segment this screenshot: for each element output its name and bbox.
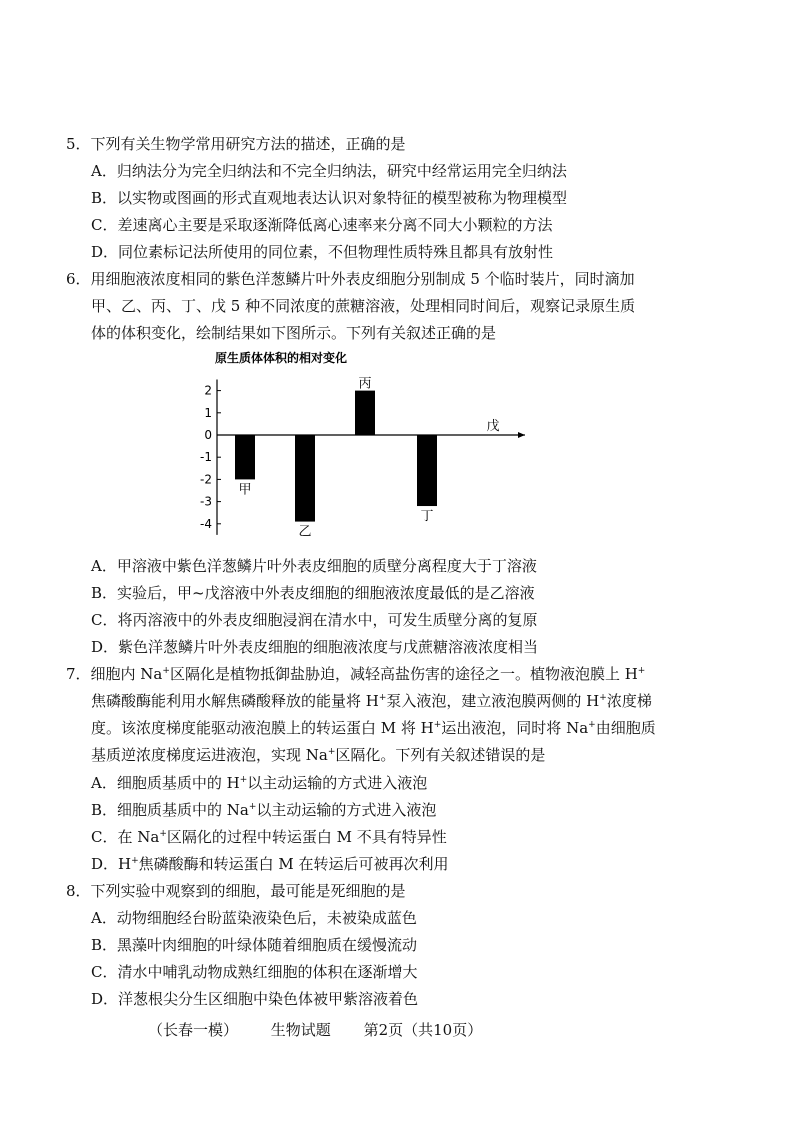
- q8-option-a: A．动物细胞经台盼蓝染液染色后，未被染成蓝色: [91, 909, 417, 927]
- q7-stem-line-1: 7．细胞内 Na+区隔化是植物抵御盐胁迫，减轻高盐伤害的途径之一。植物液泡膜上 H+: [66, 665, 646, 683]
- y-tick-label: 2: [204, 383, 212, 398]
- q8-option-b: B．黑藻叶肉细胞的叶绿体随着细胞质在缓慢流动: [91, 936, 418, 954]
- q5-option-b: B．以实物或图画的形式直观地表达认识对象特征的模型被称为物理模型: [91, 189, 568, 207]
- protoplast-volume-chart: [195, 348, 535, 546]
- q7-stem-line-3: 度。该浓度梯度能驱动液泡膜上的转运蛋白 M 将 H+运出液泡，同时将 Na+由细胞质: [91, 719, 656, 737]
- category-label: 乙: [298, 524, 312, 540]
- q8-option-d: D．洋葱根尖分生区细胞中染色体被甲紫溶液着色: [91, 990, 419, 1008]
- q7-option-a: A．细胞质基质中的 H+以主动运输的方式进入液泡: [91, 774, 428, 792]
- q7-option-c: C．在 Na+区隔化的过程中转运蛋白 M 不具有特异性: [91, 828, 447, 846]
- x-axis-arrow: [518, 432, 525, 438]
- y-tick-label: 1: [204, 405, 212, 420]
- footer-page: 第2页（共10页）: [363, 1021, 483, 1039]
- category-label: 丁: [420, 509, 434, 525]
- y-tick-label: -3: [200, 494, 212, 509]
- y-tick-label: -4: [200, 516, 212, 531]
- q5-stem: 5．下列有关生物学常用研究方法的描述，正确的是: [66, 135, 406, 153]
- chart-title: 原生质体体积的相对变化: [215, 351, 348, 365]
- bar-丙: [355, 391, 375, 435]
- q6-option-d: D．紫色洋葱鳞片叶外表皮细胞的细胞液浓度与戊蔗糖溶液浓度相当: [91, 638, 539, 656]
- bar-甲: [235, 435, 255, 479]
- q6-option-b: B．实验后，甲~戊溶液中外表皮细胞的细胞液浓度最低的是乙溶液: [91, 584, 535, 602]
- y-tick-label: -2: [200, 472, 212, 487]
- page-footer: [148, 1020, 510, 1040]
- footer-subject: 生物试题: [270, 1021, 331, 1039]
- q6-stem-line-1: 6．用细胞液浓度相同的紫色洋葱鳞片叶外表皮细胞分别制成 5 个临时装片，同时滴加: [66, 270, 635, 288]
- q6-stem-line-3: 体的体积变化，绘制结果如下图所示。下列有关叙述正确的是: [91, 324, 497, 342]
- bar-乙: [295, 435, 315, 522]
- bar-丁: [417, 435, 437, 506]
- category-label: 甲: [238, 482, 252, 498]
- q7-option-d: D．H+焦磷酸酶和转运蛋白 M 在转运后可被再次利用: [91, 855, 449, 873]
- q5-option-d: D．同位素标记法所使用的同位素，不但物理性质特殊且都具有放射性: [91, 243, 554, 261]
- q6-option-c: C．将丙溶液中的外表皮细胞浸润在清水中，可发生质壁分离的复原: [91, 611, 538, 629]
- category-label: 戊: [486, 419, 500, 434]
- q7-option-b: B．细胞质基质中的 Na+以主动运输的方式进入液泡: [91, 801, 437, 819]
- q6-option-a: A．甲溶液中紫色洋葱鳞片叶外表皮细胞的质壁分离程度大于丁溶液: [91, 557, 537, 575]
- chart-bars: [235, 391, 437, 525]
- y-tick-label: -1: [200, 450, 212, 465]
- category-label: 丙: [358, 376, 372, 392]
- q7-stem-line-2: 焦磷酸酶能利用水解焦磷酸释放的能量将 H+泵入液泡，建立液泡膜两侧的 H+浓度梯: [91, 692, 652, 710]
- footer-exam: （长春一模）: [148, 1021, 239, 1039]
- q8-stem: 8．下列实验中观察到的细胞，最可能是死细胞的是: [66, 882, 406, 900]
- q5-option-c: C．差速离心主要是采取逐渐降低离心速率来分离不同大小颗粒的方法: [91, 216, 553, 234]
- q7-stem-line-4: 基质逆浓度梯度运进液泡，实现 Na+区隔化。下列有关叙述错误的是: [91, 746, 546, 764]
- q8-option-c: C．清水中哺乳动物成熟红细胞的体积在逐渐增大: [91, 963, 418, 981]
- q6-stem-line-2: 甲、乙、丙、丁、戊 5 种不同浓度的蔗糖溶液，处理相同时间后，观察记录原生质: [91, 297, 636, 315]
- q5-option-a: A．归纳法分为完全归纳法和不完全归纳法，研究中经常运用完全归纳法: [91, 162, 567, 180]
- y-tick-label: 0: [204, 428, 212, 442]
